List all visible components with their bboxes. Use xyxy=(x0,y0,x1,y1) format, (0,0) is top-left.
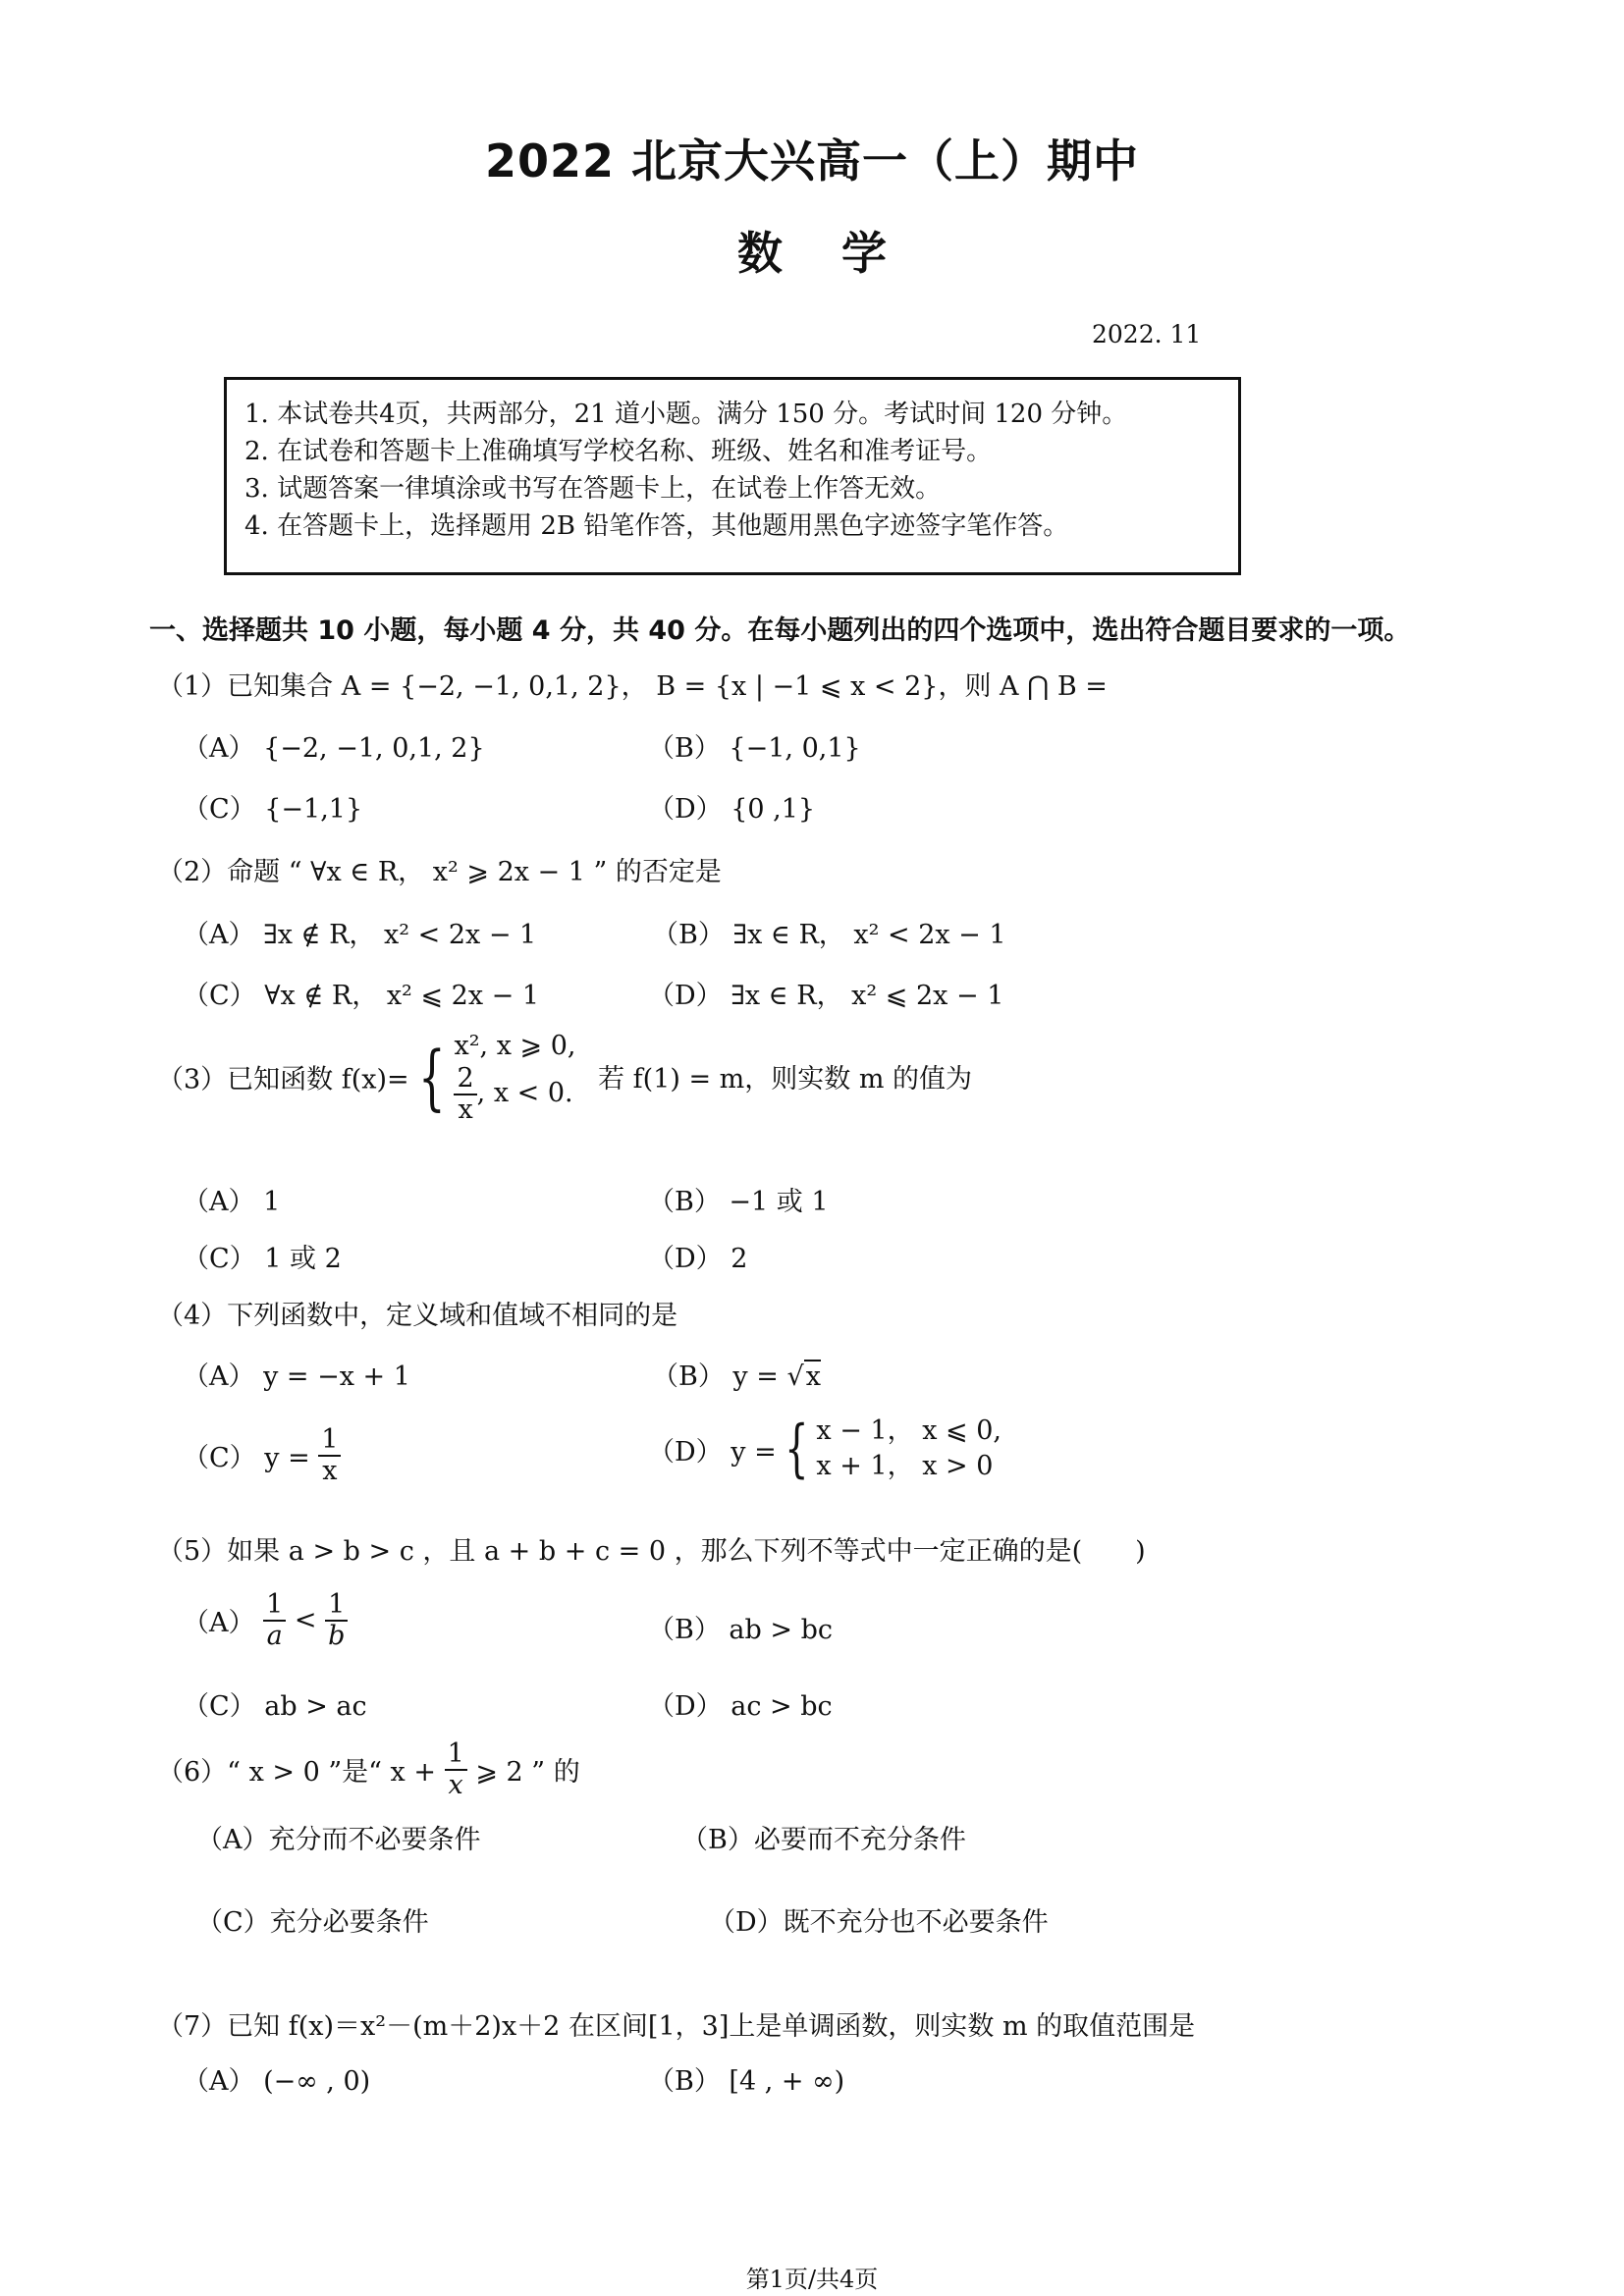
question-5-stem: （5）如果 a > b > c ，且 a + b + c = 0 ，那么下列不等式中一定正确的是( ) xyxy=(157,1536,1146,1567)
question-4-option-c xyxy=(183,1425,341,1485)
option-c-prefix: （C） y = xyxy=(183,1443,310,1474)
exam-title: 2022 北京大兴高一（上）期中 xyxy=(484,134,1140,187)
fraction xyxy=(318,1425,341,1485)
question-3-suffix: 若 f(1) = m，则实数 m 的值为 xyxy=(598,1064,973,1095)
fraction xyxy=(325,1590,348,1650)
question-2-option-d: （D） ∃x ∈ R， x² ⩽ 2x − 1 xyxy=(648,981,1004,1011)
fraction-numerator: 1 xyxy=(445,1739,467,1771)
question-3-option-b: （B） −1 或 1 xyxy=(648,1187,829,1217)
case-2: x + 1， x > 0 xyxy=(816,1451,994,1482)
question-2-option-b: （B） ∃x ∈ R， x² < 2x − 1 xyxy=(652,920,1006,950)
question-3-stem xyxy=(157,1029,972,1125)
notice-line: 2. 在试卷和答题卡上准确填写学校名称、班级、姓名和准考证号。 xyxy=(244,437,993,466)
notice-box xyxy=(224,377,1241,575)
question-2-stem: （2）命题 “ ∀x ∈ R， x² ⩾ 2x − 1 ” 的否定是 xyxy=(157,857,722,887)
fraction-denominator: b xyxy=(328,1620,346,1651)
question-7-stem: （7）已知 f(x)＝x²－(m＋2)x＋2 在区间[1，3]上是单调函数，则实数 m 的取值范围是 xyxy=(157,2011,1196,2042)
fraction-numerator: 1 xyxy=(318,1425,341,1457)
left-brace-icon: { xyxy=(784,1413,809,1486)
subject-title: 数学 xyxy=(737,227,946,280)
option-a-prefix: （A） xyxy=(183,1608,255,1639)
less-than-sign: < xyxy=(294,1605,317,1636)
question-6-suffix: ⩾ 2 ” 的 xyxy=(475,1757,580,1789)
question-6-option-c: （C）充分必要条件 xyxy=(196,1907,429,1938)
option-d-prefix: （D） y = xyxy=(648,1436,777,1468)
case-2-tail: , x < 0. xyxy=(476,1078,573,1109)
notice-line: 4. 在答题卡上，选择题用 2B 铅笔作答，其他题用黑色字迹签字笔作答。 xyxy=(244,511,1069,541)
case-2 xyxy=(454,1064,575,1124)
question-1-option-d: （D） {0 ,1} xyxy=(648,794,816,825)
question-3-option-a: （A） 1 xyxy=(183,1187,281,1217)
question-4-option-b: （B） y = √x xyxy=(652,1362,821,1392)
question-3-option-d: （D） 2 xyxy=(648,1244,748,1274)
case-1: x − 1， x ⩽ 0, xyxy=(816,1415,1001,1446)
question-3-option-c: （C） 1 或 2 xyxy=(183,1244,342,1274)
question-5-option-b: （B） ab > bc xyxy=(648,1615,833,1645)
question-5-option-c: （C） ab > ac xyxy=(183,1691,367,1722)
question-1-option-b: （B） {−1, 0,1} xyxy=(648,733,861,764)
piecewise-cases xyxy=(816,1414,1001,1485)
question-1-option-c: （C） {−1,1} xyxy=(183,794,363,825)
fraction-numerator: 1 xyxy=(325,1590,348,1622)
question-4-option-d xyxy=(648,1414,1001,1485)
question-7-option-b: （B） [4 , + ∞) xyxy=(648,2066,845,2097)
fraction xyxy=(445,1739,467,1799)
question-1-option-a: （A） {−2, −1, 0,1, 2} xyxy=(183,733,485,764)
question-6-option-b: （B）必要而不充分条件 xyxy=(681,1825,966,1855)
section-heading: 一、选择题共 10 小题，每小题 4 分，共 40 分。在每小题列出的四个选项中，选出符合题目要求的一项。 xyxy=(149,615,1411,646)
fraction-numerator: 1 xyxy=(263,1590,286,1622)
question-5-option-a xyxy=(183,1590,348,1650)
question-1-stem: （1）已知集合 A = {−2, −1, 0,1, 2}， B = {x | −1 ⩽ x < 2}，则 A ⋂ B = xyxy=(157,671,1108,702)
question-6-option-d: （D）既不充分也不必要条件 xyxy=(709,1907,1049,1938)
question-4-stem: （4）下列函数中，定义域和值域不相同的是 xyxy=(157,1301,678,1331)
fraction-denominator: x xyxy=(322,1455,338,1486)
question-6-prefix: （6）“ x > 0 ”是“ x + xyxy=(157,1757,436,1789)
question-7-option-a: （A） (−∞ , 0) xyxy=(183,2066,371,2097)
page-footer: 第1页/共4页 xyxy=(745,2266,879,2293)
fraction-denominator: x xyxy=(448,1769,463,1800)
option-b-prefix: （B） y = xyxy=(652,1362,779,1392)
fraction xyxy=(454,1064,476,1124)
radicand: x xyxy=(805,1362,821,1392)
question-5-option-d: （D） ac > bc xyxy=(648,1691,833,1722)
question-2-option-a: （A） ∃x ∉ R， x² < 2x − 1 xyxy=(183,920,537,950)
question-6-option-a: （A）充分而不必要条件 xyxy=(196,1825,481,1855)
exam-date: 2022. 11 xyxy=(1092,320,1202,348)
question-4-option-a: （A） y = −x + 1 xyxy=(183,1362,410,1392)
question-2-option-c: （C） ∀x ∉ R， x² ⩽ 2x − 1 xyxy=(183,981,540,1011)
fraction-denominator: a xyxy=(266,1620,283,1651)
fraction-numerator: 2 xyxy=(454,1064,476,1095)
piecewise-cases xyxy=(454,1029,575,1125)
left-brace-icon: { xyxy=(417,1035,446,1118)
question-3-prefix: （3）已知函数 f(x)= xyxy=(157,1064,409,1095)
notice-line: 3. 试题答案一律填涂或书写在答题卡上，在试卷上作答无效。 xyxy=(244,474,942,504)
notice-line: 1. 本试卷共4页，共两部分，21 道小题。满分 150 分。考试时间 120 分钟。 xyxy=(244,400,1128,429)
case-1: x², x ⩾ 0, xyxy=(454,1031,576,1061)
fraction-denominator: x xyxy=(458,1095,473,1126)
fraction xyxy=(263,1590,286,1650)
question-6-stem xyxy=(157,1739,580,1799)
